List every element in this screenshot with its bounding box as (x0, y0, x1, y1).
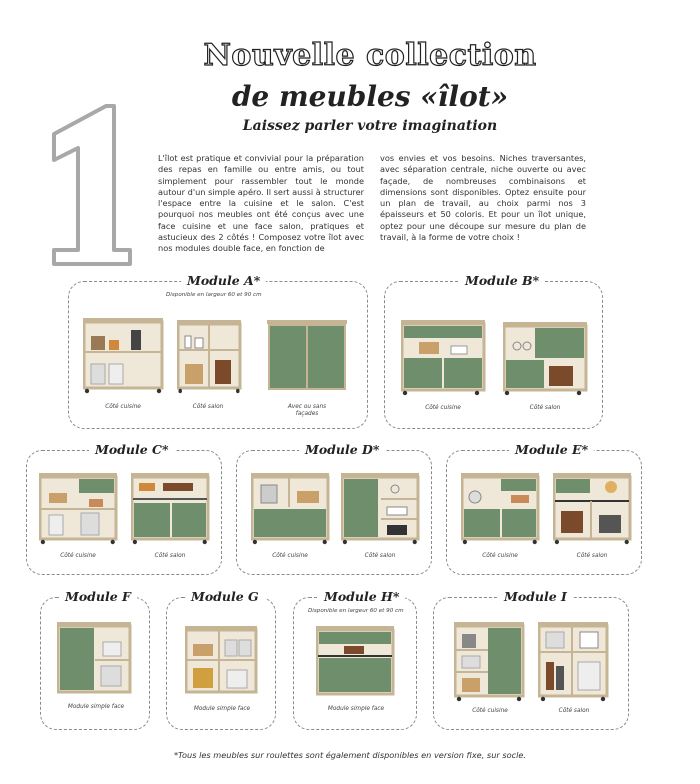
module-h-title: Module H* (318, 589, 405, 605)
module-i-title: Module I (498, 589, 573, 605)
big-number-one (40, 100, 140, 270)
module-b-kitchen-cabinet (401, 320, 487, 396)
module-b-title: Module B* (459, 273, 545, 289)
module-i-caption-living: Côté salon (558, 708, 590, 714)
module-i (433, 589, 629, 730)
module-i-caption-kitchen: Côté cuisine (472, 708, 508, 714)
module-h-note: Disponible en largeur 60 et 90 cm (308, 608, 404, 614)
module-d (236, 442, 432, 575)
title-line2: de meubles «îlot» (231, 80, 509, 113)
module-e-caption-living: Côté salon (576, 553, 608, 559)
module-e-caption-kitchen: Côté cuisine (482, 553, 518, 559)
intro-column-1: L'îlot est pratique et convivial pour la préparation des repas en famille ou entre amis, ou tout simplement pour rassembler tout le monde autour d'un simple apéro. Il sert aussi à structurer l'espace entre la cuisine et le salon. C'est pourquoi nos meubles ont été conçus avec une face cuisine et une face salon, pratiques et astucieux des 2 côtés ! Composez votre îlot avec nos modules double face, en fonction de (158, 153, 364, 254)
module-a-living-cabinet (177, 320, 243, 394)
module-i-living-cabinet (538, 622, 610, 702)
module-e (446, 442, 642, 575)
module-d-title: Module D* (299, 442, 385, 458)
module-h (293, 589, 417, 730)
module-d-caption-living: Côté salon (364, 553, 396, 559)
module-b-caption-living: Côté salon (529, 405, 561, 411)
module-b-living-cabinet (503, 322, 589, 396)
module-c (26, 442, 222, 575)
subtitle: Laissez parler votre imagination (242, 118, 498, 134)
module-a-caption-living: Côté salon (192, 404, 224, 410)
module-g-title: Module G (185, 589, 265, 605)
module-a-caption-facade: Avec ou sans façades (287, 404, 327, 417)
module-d-caption-kitchen: Côté cuisine (272, 553, 308, 559)
module-a-note: Disponible en largeur 60 et 90 cm (166, 292, 262, 298)
module-e-title: Module E* (509, 442, 594, 458)
intro-column-2: vos envies et vos besoins. Niches traversantes, avec séparation centrale, niche ouverte ou avec façade, de nombreuses combinaisons et dimensions sont disponibles. Optez ensuite pour un plan de travail, au choix parmi nos 3 épaisseurs et 50 coloris. Et pour un îlot unique, optez pour une découpe sur mesure du plan de travail, à la forme de votre choix ! (380, 153, 586, 243)
module-a (68, 273, 368, 429)
module-h-caption: Module simple face (327, 706, 385, 712)
module-b-caption-kitchen: Côté cuisine (425, 405, 461, 411)
module-c-caption-living: Côté salon (154, 553, 186, 559)
module-d-living-cabinet (341, 473, 421, 545)
module-f-cabinet (57, 622, 133, 694)
module-a-title: Module A* (181, 273, 266, 289)
module-c-living-cabinet (131, 473, 211, 545)
module-b (384, 273, 603, 429)
module-i-kitchen-cabinet (454, 622, 526, 702)
module-f-caption: Module simple face (67, 704, 125, 710)
module-g-caption: Module simple face (193, 706, 251, 712)
module-f-title: Module F (59, 589, 137, 605)
module-a-kitchen-cabinet (83, 318, 165, 394)
module-h-cabinet (316, 626, 396, 698)
module-c-caption-kitchen: Côté cuisine (60, 553, 96, 559)
module-g-cabinet (185, 626, 259, 694)
module-c-title: Module C* (89, 442, 175, 458)
module-a-caption-kitchen: Côté cuisine (105, 404, 141, 410)
module-d-kitchen-cabinet (251, 473, 331, 545)
footnote: *Tous les meubles sur roulettes sont également disponibles en version fixe, sur socle. (173, 750, 527, 760)
title-line1: Nouvelle collection (203, 38, 537, 73)
module-e-living-cabinet (553, 473, 633, 545)
module-a-facade-cabinet (267, 320, 349, 394)
module-c-kitchen-cabinet (39, 473, 119, 545)
module-g (166, 589, 276, 730)
module-f (40, 589, 150, 730)
module-e-kitchen-cabinet (461, 473, 541, 545)
